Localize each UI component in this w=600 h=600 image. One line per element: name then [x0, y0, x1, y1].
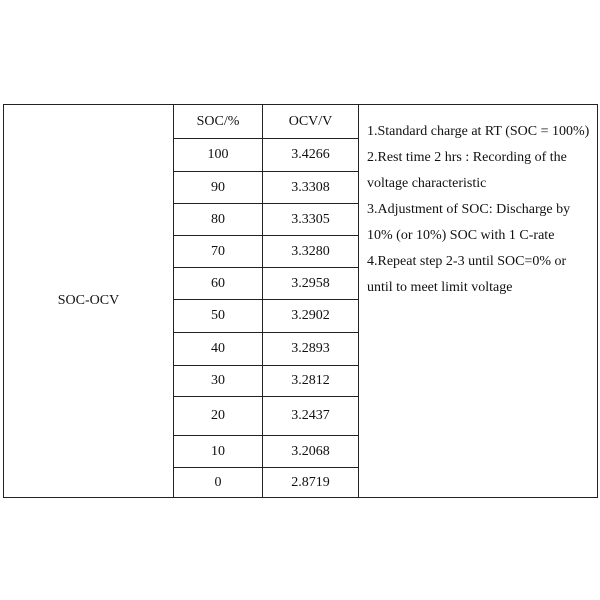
ocv-cell: 3.2958 — [263, 268, 359, 300]
ocv-cell: 3.2902 — [263, 300, 359, 333]
procedure-step: 4.Repeat step 2-3 until SOC=0% or until to meet limit voltage — [367, 254, 567, 295]
procedure-notes — [359, 105, 598, 498]
header-row — [4, 105, 598, 139]
ocv-cell: 3.3305 — [263, 204, 359, 236]
soc-cell: 50 — [174, 300, 263, 333]
ocv-cell: 3.3308 — [263, 172, 359, 204]
ocv-cell: 2.8719 — [263, 468, 359, 498]
ocv-cell: 3.2893 — [263, 333, 359, 366]
procedure-step: 1.Standard charge at RT (SOC = 100%) — [367, 124, 590, 139]
soc-cell: 0 — [174, 468, 263, 498]
soc-ocv-table — [3, 104, 598, 498]
procedure-step: 3.Adjustment of SOC: Discharge by 10% (or 10%) SOC with 1 C-rate — [367, 202, 571, 243]
soc-header: SOC/% — [174, 105, 263, 139]
ocv-header: OCV/V — [263, 105, 359, 139]
ocv-cell: 3.3280 — [263, 236, 359, 268]
soc-cell: 60 — [174, 268, 263, 300]
ocv-cell: 3.4266 — [263, 139, 359, 172]
procedure-step: 2.Rest time 2 hrs : Recording of the voltage characteristic — [367, 150, 567, 191]
soc-cell: 30 — [174, 366, 263, 397]
ocv-cell: 3.2812 — [263, 366, 359, 397]
ocv-cell: 3.2437 — [263, 397, 359, 436]
ocv-cell: 3.2068 — [263, 436, 359, 468]
soc-cell: 90 — [174, 172, 263, 204]
soc-cell: 70 — [174, 236, 263, 268]
soc-cell: 10 — [174, 436, 263, 468]
soc-cell: 40 — [174, 333, 263, 366]
row-label: SOC-OCV — [4, 105, 174, 498]
soc-cell: 20 — [174, 397, 263, 436]
soc-cell: 100 — [174, 139, 263, 172]
soc-cell: 80 — [174, 204, 263, 236]
